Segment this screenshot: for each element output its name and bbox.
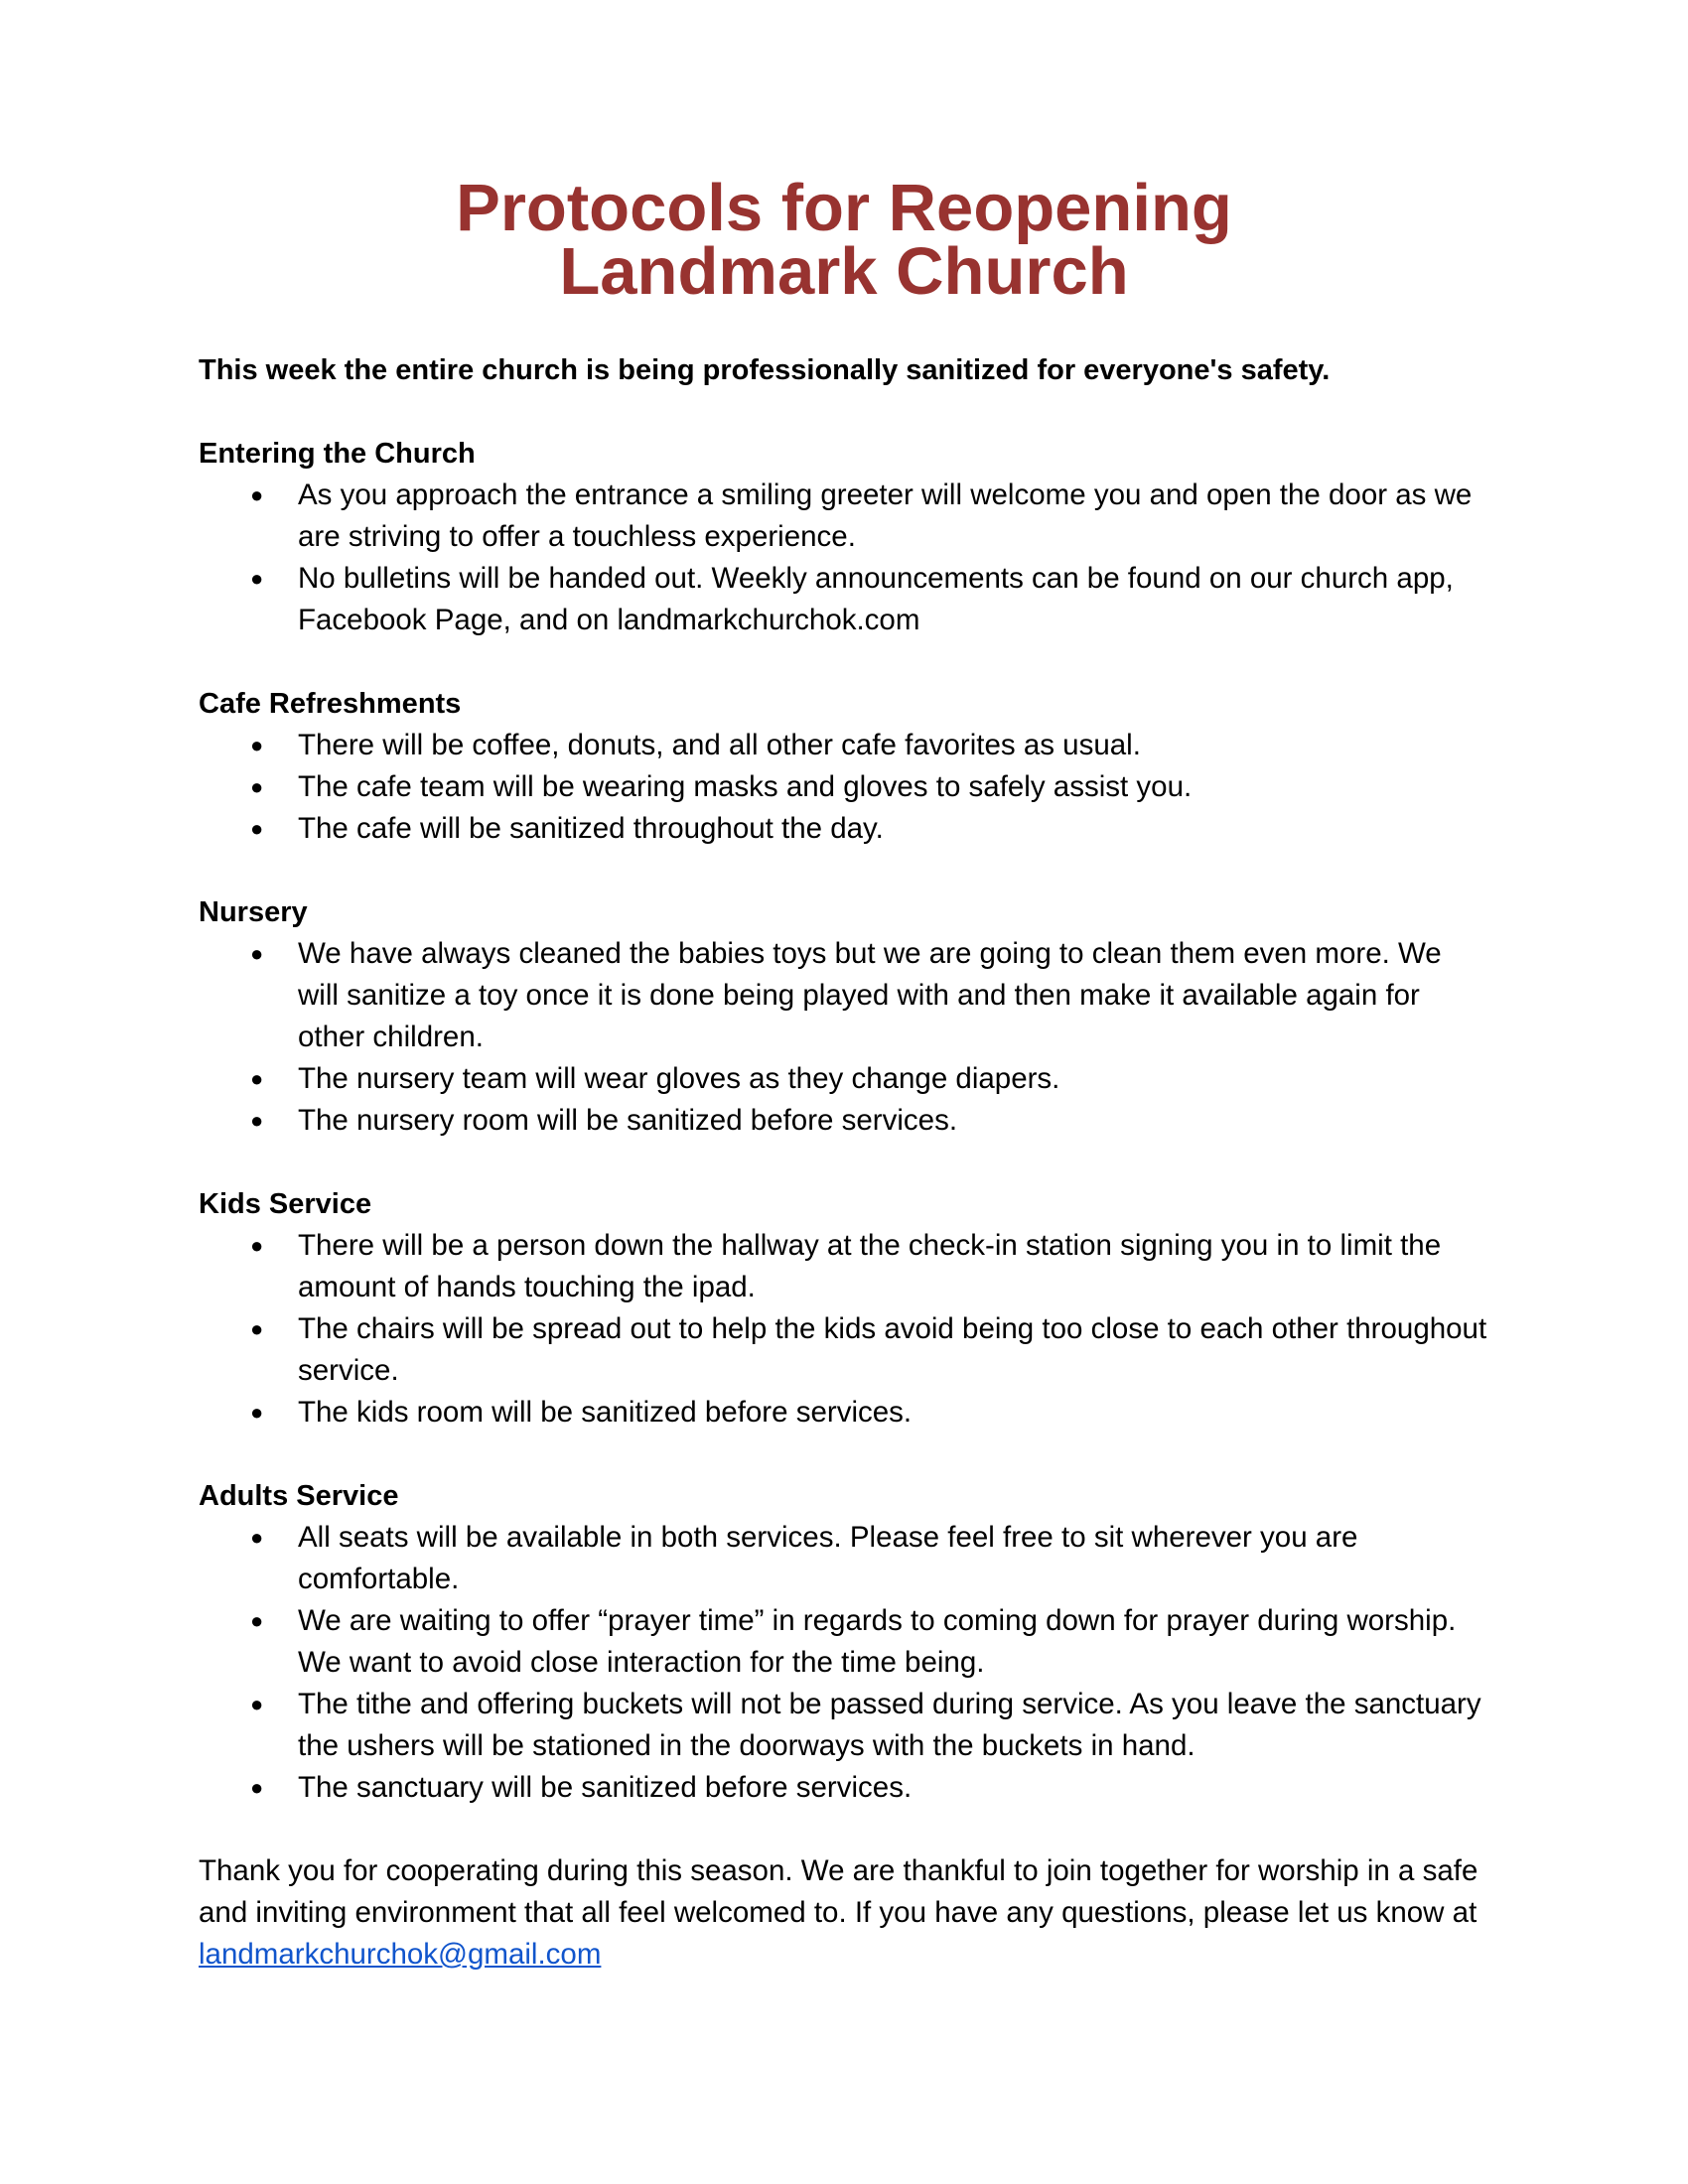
- section-heading: Nursery: [199, 896, 308, 928]
- bullet-icon: ●: [250, 1608, 264, 1633]
- section-heading: Entering the Church: [199, 438, 476, 470]
- list-item-text: All seats will be available in both services. Please feel free to sit wherever you are comfortable.: [298, 1521, 1358, 1595]
- list-item-text: The chairs will be spread out to help the kids avoid being too close to each other throughout service.: [298, 1312, 1487, 1387]
- list-item-text: We are waiting to offer “prayer time” in regards to coming down for prayer during worship. We want to avoid close interaction for the time being.: [298, 1604, 1457, 1679]
- list-item: [199, 1392, 1489, 1433]
- section-nursery: [199, 891, 1489, 1142]
- list-item: [199, 933, 1489, 1058]
- list-item-text: The nursery room will be sanitized before services.: [298, 1104, 958, 1137]
- section-heading: Cafe Refreshments: [199, 688, 462, 720]
- section-entering-the-church: [199, 433, 1489, 641]
- bullet-icon: ●: [250, 1525, 264, 1550]
- section-kids-service: [199, 1183, 1489, 1433]
- title-line-2: Landmark Church: [559, 234, 1129, 309]
- bullet-list: [199, 1225, 1489, 1433]
- list-item: [199, 808, 1489, 850]
- bullet-icon: ●: [250, 941, 264, 966]
- list-item: [199, 1767, 1489, 1809]
- list-item: [199, 725, 1489, 766]
- list-item-text: There will be coffee, donuts, and all other cafe favorites as usual.: [298, 729, 1141, 761]
- closing-paragraph: [199, 1850, 1489, 1976]
- section-cafe-refreshments: [199, 683, 1489, 850]
- section-heading: Adults Service: [199, 1480, 399, 1512]
- bullet-icon: ●: [250, 1692, 264, 1716]
- bullet-icon: ●: [250, 1233, 264, 1258]
- list-item-text: The sanctuary will be sanitized before services.: [298, 1771, 913, 1804]
- bullet-icon: ●: [250, 733, 264, 757]
- list-item-text: There will be a person down the hallway at the check-in station signing you in to limit the amount of hands touching the ipad.: [298, 1229, 1442, 1303]
- bullet-icon: ●: [250, 1400, 264, 1425]
- list-item-text: The kids room will be sanitized before services.: [298, 1396, 913, 1429]
- list-item: [199, 1058, 1489, 1100]
- bullet-list: [199, 1517, 1489, 1809]
- list-item: [199, 1684, 1489, 1767]
- list-item: [199, 1100, 1489, 1142]
- bullet-icon: ●: [250, 774, 264, 799]
- list-item: [199, 1225, 1489, 1308]
- list-item: [199, 1308, 1489, 1392]
- bullet-icon: ●: [250, 482, 264, 507]
- bullet-list: [199, 475, 1489, 641]
- bullet-icon: ●: [250, 816, 264, 841]
- list-item-text: The nursery team will wear gloves as they change diapers.: [298, 1062, 1060, 1095]
- list-item: [199, 558, 1489, 641]
- section-heading: Kids Service: [199, 1188, 372, 1220]
- document-title: [199, 171, 1489, 309]
- contact-email-link[interactable]: landmarkchurchok@gmail.com: [199, 1938, 602, 1971]
- title-line-1: Protocols for Reopening: [456, 171, 1232, 245]
- list-item: [199, 766, 1489, 808]
- list-item: [199, 475, 1489, 558]
- bullet-icon: ●: [250, 1316, 264, 1341]
- bullet-icon: ●: [250, 566, 264, 591]
- bullet-list: [199, 933, 1489, 1142]
- bullet-icon: ●: [250, 1108, 264, 1133]
- intro-statement: This week the entire church is being professionally sanitized for everyone's safety.: [199, 354, 1331, 386]
- section-adults-service: [199, 1475, 1489, 1809]
- list-item-text: No bulletins will be handed out. Weekly announcements can be found on our church app, Facebook Page, and on landmarkchurchok.com: [298, 562, 1454, 636]
- bullet-icon: ●: [250, 1066, 264, 1091]
- closing-text: Thank you for cooperating during this season. We are thankful to join together for worship in a safe and inviting environment that all feel welcomed to. If you have any questions, please let us know at: [199, 1854, 1478, 1929]
- list-item-text: We have always cleaned the babies toys but we are going to clean them even more. We will sanitize a toy once it is done being played with and then make it available again for other children.: [298, 937, 1442, 1053]
- bullet-list: [199, 725, 1489, 850]
- list-item-text: The cafe will be sanitized throughout the day.: [298, 812, 884, 845]
- list-item: [199, 1517, 1489, 1600]
- list-item-text: The tithe and offering buckets will not be passed during service. As you leave the sanctuary the ushers will be stationed in the doorways with the buckets in hand.: [298, 1688, 1481, 1762]
- bullet-icon: ●: [250, 1775, 264, 1800]
- list-item-text: The cafe team will be wearing masks and gloves to safely assist you.: [298, 770, 1193, 803]
- list-item-text: As you approach the entrance a smiling greeter will welcome you and open the door as we are striving to offer a touchless experience.: [298, 478, 1473, 553]
- list-item: [199, 1600, 1489, 1684]
